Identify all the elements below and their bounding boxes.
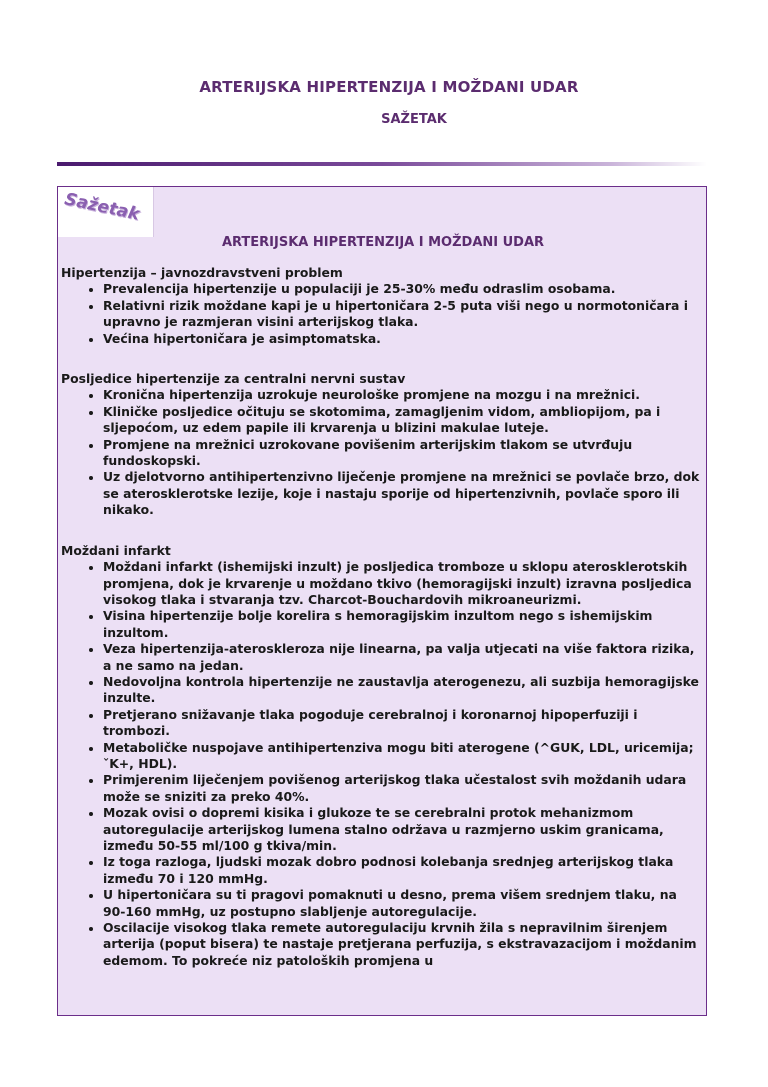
header-divider bbox=[57, 162, 707, 166]
list-item: • Relativni rizik moždane kapi je u hipertoničara 2-5 puta viši nego u normotoničara i upravno je razmjeran visini arterijskog tlaka. bbox=[103, 298, 703, 331]
summary-box bbox=[57, 186, 707, 1016]
list-item: • Veza hipertenzija-ateroskleroza nije linearna, pa valja utjecati na više faktora rizika, a ne samo na jedan. bbox=[103, 641, 703, 674]
summary-title: ARTERIJSKA HIPERTENZIJA I MOŽDANI UDAR bbox=[221, 235, 545, 250]
list-item: • Moždani infarkt (ishemijski inzult) je posljedica tromboze u sklopu aterosklerotskih promjena, dok je krvarenje u moždano tkivo (hemoragijski inzult) izravna posljedica visokog tlaka i stvaranja tzv. Charcot-Bouchardovih mikroaneurizmi. bbox=[103, 559, 703, 608]
sazetak-badge-label: Sažetak bbox=[62, 189, 142, 225]
list-item: • Visina hipertenzije bolje korelira s hemoragijskim inzultom nego s ishemijskim inzultom. bbox=[103, 608, 703, 641]
summary-content bbox=[61, 265, 703, 993]
document-subtitle: SAŽETAK bbox=[381, 112, 447, 127]
section-heading: Hipertenzija – javnozdravstveni problem bbox=[61, 265, 343, 280]
sazetak-badge bbox=[58, 187, 154, 237]
list-item: • Prevalencija hipertenzije u populaciji je 25-30% među odraslim osobama. bbox=[103, 281, 703, 297]
section-posljedice bbox=[61, 371, 703, 519]
list-item: • Primjerenim liječenjem povišenog arterijskog tlaka učestalost svih moždanih udara može se sniziti za preko 40%. bbox=[103, 772, 703, 805]
list-item: • Metaboličke nuspojave antihipertenziva mogu biti aterogene (^GUK, LDL, uricemija; ˇK+, HDL). bbox=[103, 740, 703, 773]
section-heading: Posljedice hipertenzije za centralni nervni sustav bbox=[61, 371, 406, 387]
list-item: • Nedovoljna kontrola hipertenzije ne zaustavlja aterogenezu, ali suzbija hemoragijske inzulte. bbox=[103, 674, 703, 707]
list-item: • Većina hipertoničara je asimptomatska. bbox=[103, 331, 703, 347]
list-item: • Oscilacije visokog tlaka remete autoregulaciju krvnih žila s nepravilnim širenjem arterija (poput bisera) te nastaje pretjerana perfuzija, s ekstravazacijom i moždanim edemom. To pokreće niz patoloških promjena u bbox=[103, 920, 703, 969]
list-item: • Kliničke posljedice očituju se skotomima, zamagljenim vidom, ambliopijom, pa i sljepoćom, uz edem papile ili krvarenja u blizini makulae luteje. bbox=[103, 404, 703, 437]
list-item: • Uz djelotvorno antihipertenzivno liječenje promjene na mrežnici se povlače brzo, dok se aterosklerotske lezije, koje i nastaju sporije od hipertenzivnih, povlače sporo ili nikako. bbox=[103, 469, 703, 518]
list-item: • Kronična hipertenzija uzrokuje neurološke promjene na mozgu i na mrežnici. bbox=[103, 387, 703, 403]
document-title: ARTERIJSKA HIPERTENZIJA I MOŽDANI UDAR bbox=[199, 78, 579, 96]
section-mozdani-infarkt bbox=[61, 543, 703, 970]
list-item: • Iz toga razloga, ljudski mozak dobro podnosi kolebanja srednjeg arterijskog tlaka između 70 i 120 mmHg. bbox=[103, 854, 703, 887]
bullet-list bbox=[61, 281, 703, 347]
bullet-list bbox=[61, 559, 703, 969]
section-heading: Moždani infarkt bbox=[61, 542, 171, 558]
list-item: • Mozak ovisi o dopremi kisika i glukoze te se cerebralni protok mehanizmom autoregulacije arterijskog lumena stalno održava u razmjerno uskim granicama, između 50-55 ml/100 g tkiva/min. bbox=[103, 805, 703, 854]
list-item: • Pretjerano snižavanje tlaka pogoduje cerebralnoj i koronarnoj hipoperfuziji i trombozi. bbox=[103, 707, 703, 740]
section-hipertenzija bbox=[61, 265, 703, 347]
list-item: • U hipertoničara su ti pragovi pomaknuti u desno, prema višem srednjem tlaku, na 90-160 mmHg, uz postupno slabljenje autoregulacije. bbox=[103, 887, 703, 920]
list-item: • Promjene na mrežnici uzrokovane povišenim arterijskim tlakom se utvrđuju fundoskopski. bbox=[103, 437, 703, 470]
bullet-list bbox=[61, 387, 703, 518]
